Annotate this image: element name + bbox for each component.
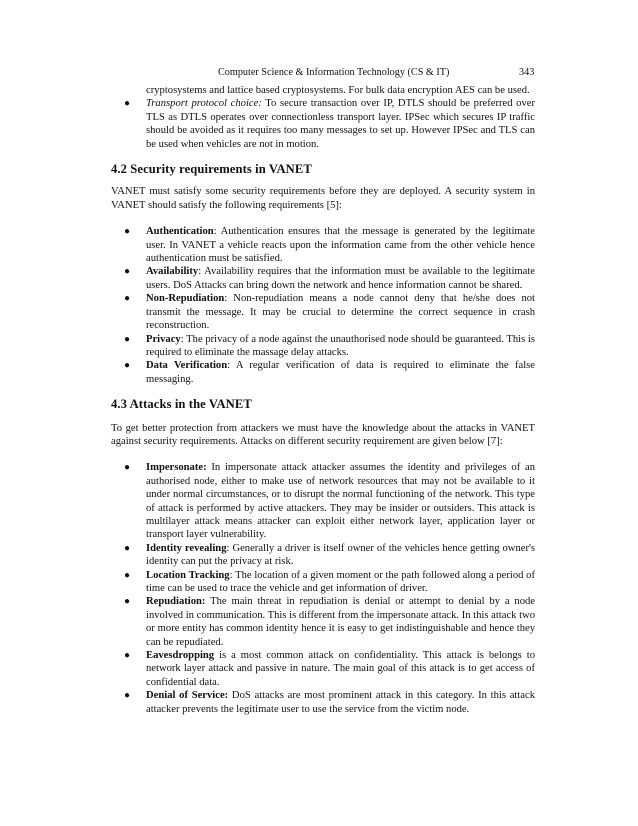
list-item-text: : The location of a given moment or the path followed along a period of time can be used to trace the vehicle and get information of driver. xyxy=(146,569,536,594)
list-item-term: Transport protocol choice: xyxy=(146,98,262,110)
page-content xyxy=(111,84,535,716)
bullet-icon: ● xyxy=(124,226,131,238)
bullet-icon: ● xyxy=(124,333,131,345)
bullet-icon: ● xyxy=(124,360,131,372)
bullet-icon: ● xyxy=(124,569,131,581)
attacks-list xyxy=(111,461,535,716)
section-heading-4-2: 4.2 Security requirements in VANET xyxy=(111,162,312,177)
list-item xyxy=(111,595,535,649)
page-number: 343 xyxy=(519,67,535,78)
list-item-text: : Generally a driver is itself owner of the vehicles hence getting owner's identity can put the privacy at risk. xyxy=(146,542,536,568)
list-item xyxy=(111,461,535,541)
bullet-icon: ● xyxy=(124,650,131,662)
section-4-3-intro: To get better protection from attackers we must have the knowledge about the attacks in VANET against security requirements. Attacks on different security requirement are given below [7]: xyxy=(111,422,535,447)
security-requirements-list xyxy=(111,225,535,386)
list-item-text: To secure transaction over IP, DTLS should be preferred over TLS as DTLS operates over connectionless transport layer. IPSec which secures IP traffic should be avoided as it requires too many messages to set up. However IPSec and TLS can be used when vehicles are not in motion. xyxy=(146,98,535,150)
bullet-icon: ● xyxy=(124,266,131,278)
list-item-transport-protocol xyxy=(111,97,535,151)
list-item xyxy=(111,333,535,360)
list-item-term: Impersonate: xyxy=(146,462,207,474)
bullet-icon: ● xyxy=(124,98,131,110)
list-item-text: In impersonate attack attacker assumes the identity and privileges of an authorised node, either to make use of network resources that may not be available to it under normal circumstances, or to disrupt the normal functioning of the network. This type of attack is performed by active attackers. They may be insider or outsiders. This attack is multilayer attack means attacker can exploit either network layer, application layer or transport layer vulnerability. xyxy=(146,462,535,541)
list-item xyxy=(111,542,535,569)
list-item-text: : Authentication ensures that the message is generated by the legitimate user. In VANET a vehicle reacts upon the information came from the other vehicle hence authentication must be satisfied. xyxy=(146,226,535,265)
list-item-text: : Availability requires that the information must be available to the legitimate users. DoS Attacks can bring down the network and hence information cannot be shared. xyxy=(146,266,535,291)
bullet-icon: ● xyxy=(124,596,131,608)
continued-bullet-text: cryptosystems and lattice based cryptosystems. For bulk data encryption AES can be used. xyxy=(146,85,530,96)
list-item-term: Repudiation: xyxy=(146,596,206,608)
list-item xyxy=(111,649,535,689)
running-title: Computer Science & Information Technology (CS & IT) xyxy=(218,67,450,78)
list-item-term: Non-Repudiation xyxy=(146,293,225,305)
list-item xyxy=(111,292,535,332)
bullet-icon: ● xyxy=(124,462,131,474)
bullet-icon: ● xyxy=(124,690,131,702)
list-item xyxy=(111,689,535,716)
list-item xyxy=(111,569,535,596)
bullet-icon: ● xyxy=(124,293,131,305)
list-item-term: Availability xyxy=(146,266,199,278)
list-item-term: Privacy xyxy=(146,333,181,345)
list-item-text: is a most common attack on confidentiality. This attack is belongs to network layer attack and passive in nature. The main goal of this attack is to get access of confidential data. xyxy=(146,650,535,688)
list-item-term: Authentication xyxy=(146,226,214,238)
list-item xyxy=(111,359,535,386)
bullet-icon: ● xyxy=(124,542,131,554)
list-item-text: The main threat in repudiation is denial or attempt to denial by a node involved in communication. This is different from the impersonate attack. In this attack two or more entity has common identity hence it is easy to get indistinguishable and hence they can be repudiated. xyxy=(146,596,535,648)
list-item-term: Eavesdropping xyxy=(146,650,215,662)
list-item-text: : The privacy of a node against the unauthorised node should be guaranteed. This is required to eliminate the massage delay attacks. xyxy=(146,333,535,358)
list-item-term: Location Tracking xyxy=(146,569,230,581)
list-item xyxy=(111,225,535,265)
list-item-term: Identity revealing xyxy=(146,542,227,554)
list-item-text: : Non-repudiation means a node cannot deny that he/she does not transmit the message. It may be crucial to determine the correct sequence in crash reconstruction. xyxy=(146,293,535,332)
list-item-term: Data Verification xyxy=(146,360,228,372)
list-item-text: DoS attacks are most prominent attack in this category. In this attack attacker prevents the legitimate user to use the service from the victim node. xyxy=(146,690,535,715)
list-item-term: Denial of Service: xyxy=(146,690,229,702)
list-item xyxy=(111,265,535,292)
section-4-2-intro: VANET must satisfy some security requirements before they are deployed. A security system in VANET should satisfy the following requirements [5]: xyxy=(111,186,535,211)
list-item-text: : A regular verification of data is required to eliminate the false messaging. xyxy=(146,360,535,385)
section-heading-4-3: 4.3 Attacks in the VANET xyxy=(111,397,252,412)
